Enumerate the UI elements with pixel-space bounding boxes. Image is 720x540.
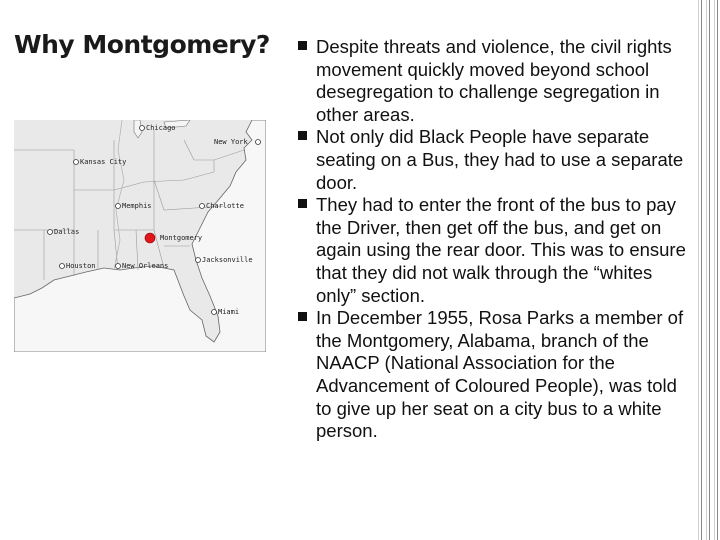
label-chicago: Chicago xyxy=(146,124,176,132)
bullet-item xyxy=(296,126,692,194)
bullet-item xyxy=(296,307,692,443)
bullet-list xyxy=(296,36,692,443)
bullet-text: In December 1955, Rosa Parks a member of the Montgomery, Alabama, branch of the NAACP (National Association for the Advancement of Coloured People), was told to give up her seat on a city bus to a white person. xyxy=(316,307,684,442)
label-jacksonville: Jacksonville xyxy=(202,256,253,264)
square-bullet-icon xyxy=(298,131,307,140)
label-memphis: Memphis xyxy=(122,202,152,210)
square-bullet-icon xyxy=(298,199,307,208)
label-miami: Miami xyxy=(218,308,240,316)
bullet-text: Not only did Black People have separate seating on a Bus, they had to use a separate door. xyxy=(316,126,684,193)
us-southeast-map xyxy=(14,120,266,352)
atlantic-ocean xyxy=(14,120,266,352)
bullet-item xyxy=(296,36,692,126)
label-kansas-city: Kansas City xyxy=(80,158,127,166)
charlotte-marker xyxy=(200,204,205,209)
square-bullet-icon xyxy=(298,312,307,321)
new-orleans-marker xyxy=(116,264,121,269)
dallas-marker xyxy=(48,230,53,235)
kansas-city-marker xyxy=(74,160,79,165)
houston-marker xyxy=(60,264,65,269)
label-montgomery: Montgomery xyxy=(160,234,203,242)
jacksonville-marker xyxy=(196,258,201,263)
square-bullet-icon xyxy=(298,41,307,50)
memphis-marker xyxy=(116,204,121,209)
decorative-edge xyxy=(696,0,720,540)
page-title: Why Montgomery? xyxy=(14,30,270,59)
montgomery-marker xyxy=(145,233,155,243)
label-new-york: New York xyxy=(214,138,248,146)
label-charlotte: Charlotte xyxy=(206,202,244,210)
bullet-text: Despite threats and violence, the civil rights movement quickly moved beyond school desegregation to challenge segregation in other areas. xyxy=(316,36,672,125)
label-new-orleans: New Orleans xyxy=(122,262,169,270)
bullet-text: They had to enter the front of the bus to pay the Driver, then get off the bus, and get on again using the rear door. This was to ensure that they did not walk through the “whites only” section. xyxy=(316,194,686,306)
label-dallas: Dallas xyxy=(54,228,80,236)
bullet-item xyxy=(296,194,692,307)
miami-marker xyxy=(212,310,217,315)
new-york-marker xyxy=(256,140,261,145)
label-houston: Houston xyxy=(66,262,96,270)
chicago-marker xyxy=(140,126,145,131)
